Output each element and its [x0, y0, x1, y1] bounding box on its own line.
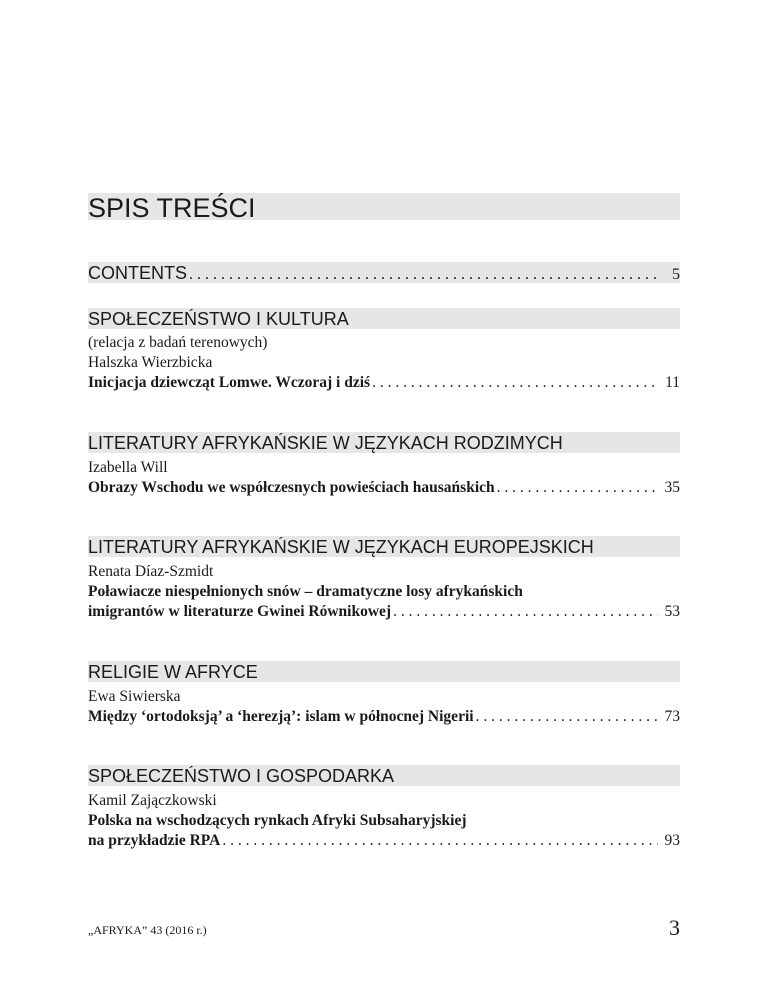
article-author: Kamil Zajączkowski: [88, 792, 217, 809]
article-title: Obrazy Wschodu we współczesnych powieściach hausańskich: [88, 479, 495, 496]
leader-dots: [189, 263, 658, 283]
section-heading: RELIGIE W AFRYCE: [88, 662, 258, 682]
section-heading: LITERATURY AFRYKAŃSKIE W JĘZYKACH RODZIMYCH: [88, 433, 563, 453]
toc-entry[interactable]: [88, 831, 680, 851]
contents-page: 5: [672, 266, 680, 283]
article-title: imigrantów w literaturze Gwinei Równikowej: [88, 603, 392, 620]
page-number: 3: [669, 915, 680, 940]
article-author: Ewa Siwierska: [88, 688, 181, 705]
article-author: Halszka Wierzbicka: [88, 354, 213, 371]
page-title: SPIS TREŚCI: [88, 193, 256, 220]
article-title: na przykładzie RPA: [88, 832, 221, 849]
leader-dots: [222, 831, 658, 851]
toc-entry[interactable]: [88, 478, 680, 498]
section-heading-band: [88, 308, 680, 329]
section-heading: SPOŁECZEŃSTWO I KULTURA: [88, 309, 349, 329]
toc-title-band: [88, 193, 680, 220]
section-heading: SPOŁECZEŃSTWO I GOSPODARKA: [88, 766, 395, 786]
article-page: 73: [664, 708, 680, 725]
section-heading-band: [88, 765, 680, 786]
section-heading: LITERATURY AFRYKAŃSKIE W JĘZYKACH EUROPEJSKICH: [88, 537, 594, 557]
leader-dots: [476, 707, 658, 727]
toc-entry[interactable]: [88, 707, 680, 727]
section-heading-band: [88, 536, 680, 557]
contents-label: CONTENTS: [88, 263, 187, 283]
article-title: Inicjacja dziewcząt Lomwe. Wczoraj i dziś: [88, 374, 371, 391]
leader-dots: [393, 602, 658, 622]
article-page: 53: [664, 603, 680, 620]
article-note: (relacja z badań terenowych): [88, 334, 268, 351]
article-page: 35: [664, 479, 680, 496]
contents-entry[interactable]: [88, 262, 680, 283]
leader-dots: [372, 373, 658, 393]
article-page: 93: [664, 832, 680, 849]
section-heading-band: [88, 661, 680, 682]
contents-band: [88, 262, 680, 283]
article-author: Izabella Will: [88, 459, 168, 476]
leader-dots: [497, 478, 658, 498]
article-title-line[interactable]: Polska na wschodzących rynkach Afryki Subsaharyjskiej: [88, 812, 467, 829]
article-page: 11: [665, 374, 680, 391]
article-title-line[interactable]: Poławiacze niespełnionych snów – dramatyczne losy afrykańskich: [88, 583, 523, 600]
journal-footer: „AFRYKA” 43 (2016 r.): [88, 923, 207, 937]
article-author: Renata Díaz-Szmidt: [88, 563, 214, 580]
section-heading-band: [88, 432, 680, 453]
toc-entry[interactable]: [88, 373, 680, 393]
article-title: Między ‘ortodoksją’ a ‘herezją’: islam w północnej Nigerii: [88, 708, 474, 725]
toc-entry[interactable]: [88, 602, 680, 622]
